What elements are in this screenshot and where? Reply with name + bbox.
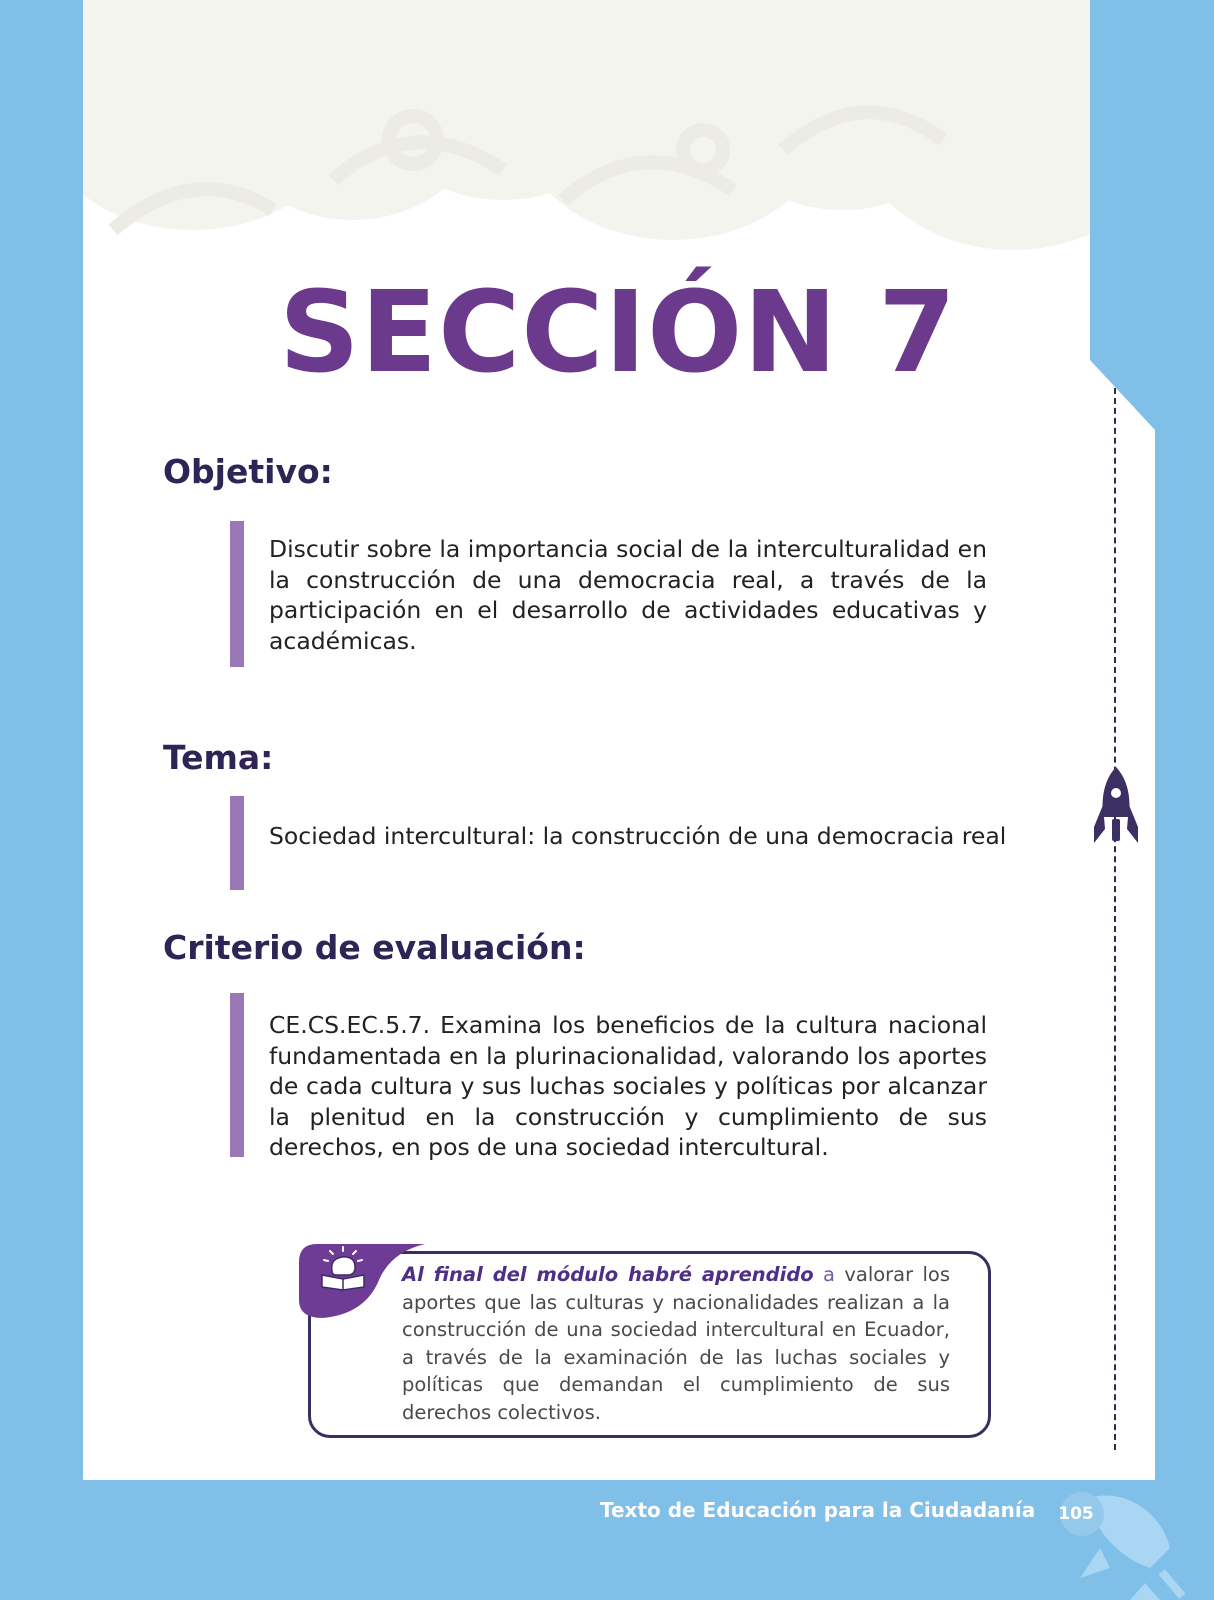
section-title: SECCIÓN 7 (278, 268, 958, 398)
criterio-text: CE.CS.EC.5.7. Examina los beneficios de la cultura nacional fundamentada en la plurinacionalidad, valorando los aportes de cada cultura y sus luchas sociales y políticas por alcanzar la plenitud en la construcción y cumplimiento de sus derechos, en pos de una sociedad intercultural. (269, 1011, 987, 1161)
criterio-heading: Criterio de evaluación: (163, 928, 586, 967)
clouds-decoration (83, 0, 1155, 300)
objetivo-accent-bar (230, 521, 244, 667)
tema-heading: Tema: (163, 738, 274, 777)
objetivo-text: Discutir sobre la importancia social de la interculturalidad en la construcción de una democracia real, a través de la participación en el desarrollo de actividades educativas y académicas. (269, 535, 987, 655)
objetivo-heading: Objetivo: (163, 452, 333, 491)
learning-outcome-body: valorar los aportes que las culturas y nacionalidades realizan a la construcción de una sociedad intercultural en Ecuador, a través de la examinación de las luchas sociales y políticas que demandan el cumplimiento de sus derechos colectivos. (402, 1263, 950, 1424)
learning-outcome-lead: Al final del módulo habré aprendido (402, 1263, 814, 1286)
learning-outcome-text (402, 1261, 950, 1426)
learning-outcome-connector: a (823, 1263, 835, 1286)
criterio-accent-bar (230, 993, 244, 1157)
page-number: 105 (1058, 1504, 1094, 1524)
rocket-icon (1093, 765, 1139, 847)
footer-book-title: Texto de Educación para la Ciudadanía (600, 1498, 1036, 1522)
dashed-track-line (1114, 388, 1116, 1450)
tema-text: Sociedad intercultural: la construcción de una democracia real (269, 822, 1007, 850)
book-brain-icon (318, 1245, 368, 1291)
tema-accent-bar (230, 796, 244, 890)
